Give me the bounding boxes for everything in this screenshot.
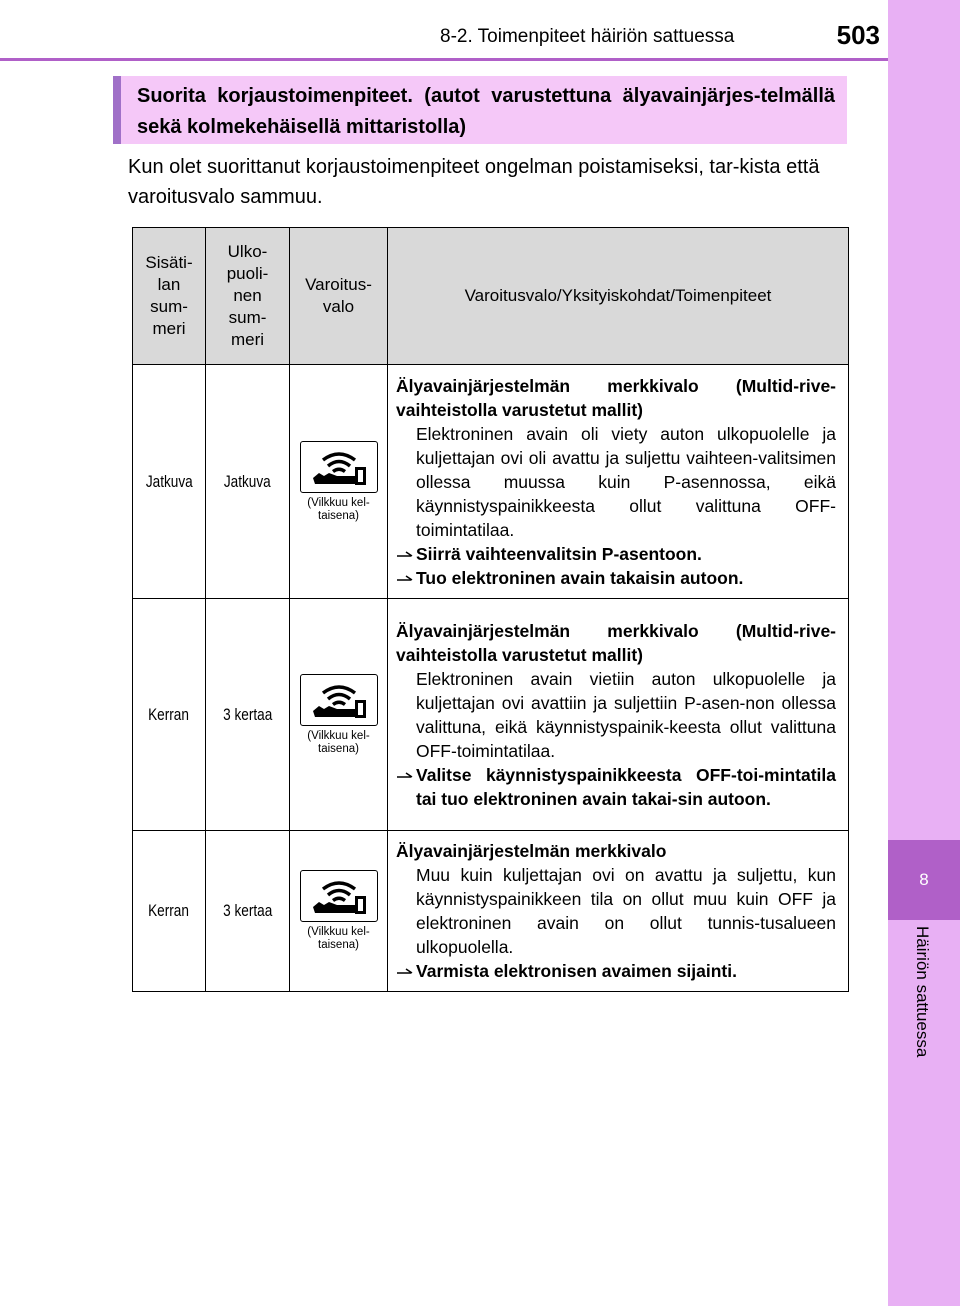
action-text: Varmista elektronisen avaimen sijainti. [416,961,737,981]
action-step [396,566,836,590]
details-cell [388,365,849,599]
smart-key-system-indicator-icon [300,441,378,493]
header-interior-buzzer: Sisäti- lan sum- meri [133,228,206,365]
warning-details: Elektroninen avain oli viety auton ulkopuolelle ja kuljettajan ovi oli avattu ja suljettu vaihteen-valitsimen ollessa muussa kuin P-asennossa, eikä käynnistyspainikkeesta ollut valittuna OFF-toimintatilaa. [416,423,836,540]
warning-light-table [132,227,849,992]
intro-paragraph: Kun olet suorittanut korjaustoimenpiteet ongelman poistamiseksi, tar-kista että varoitusvalo sammuu. [128,156,820,208]
warning-light-cell [290,365,388,599]
arrow-right-icon [396,763,416,811]
action-text: Siirrä vaihteenvalitsin P-asentoon. [416,543,702,564]
chapter-side-tab [888,0,960,1306]
chapter-number: 8 [919,870,929,889]
chapter-number-box [888,840,960,920]
header-exterior-buzzer: Ulko- puoli- nen sum- meri [206,228,290,365]
interior-buzzer-cell [133,365,206,599]
exterior-buzzer-value: 3 kertaa [222,704,273,724]
lamp-caption: (Vilkkuu kel-taisena) [307,926,370,951]
exterior-buzzer-cell [206,365,290,599]
table-row [133,599,849,831]
arrow-right-icon [396,959,416,983]
header-warning-light: Varoitus- valo [290,228,388,365]
warning-title: Älyavainjärjestelmän merkkivalo (Multid-rive-vaihteistolla varustetut mallit) [396,620,836,665]
details-cell [388,599,849,831]
action-text: Tuo elektroninen avain takaisin autoon. [416,567,744,588]
exterior-buzzer-cell [206,599,290,831]
action-step [396,959,836,983]
warning-details: Muu kuin kuljettajan ovi on avattu ja suljettu, kun käynnistyspainikkeen tila on ollut muu kuin OFF ja elektroninen avain on ollut tunnis-tusalueen ulkopuolella. [416,865,836,957]
page-number: 503 [836,20,880,50]
action-step [396,542,836,566]
interior-buzzer-value: Kerran [148,901,190,920]
interior-buzzer-value: Jatkuva [145,471,193,491]
table-row [133,365,849,599]
lamp-caption: (Vilkkuu kel-taisena) [307,729,370,755]
details-cell [388,831,849,992]
table-row [133,831,849,992]
exterior-buzzer-cell [206,831,290,992]
action-text: Valitse käynnistyspainikkeesta OFF-toi-mintatila tai tuo elektroninen avain takai-sin autoon. [416,764,836,809]
action-step [396,763,836,811]
exterior-buzzer-value: 3 kertaa [222,901,273,920]
exterior-buzzer-value: Jatkuva [224,471,271,491]
arrow-right-icon [396,542,416,566]
section-heading: Suorita korjaustoimenpiteet. (autot varustettuna älyavainjärjes-telmällä sekä kolmekehäisellä mittaristolla) [113,76,847,144]
interior-buzzer-cell [133,831,206,992]
warning-light-cell [290,599,388,831]
warning-title: Älyavainjärjestelmän merkkivalo [396,841,667,861]
arrow-right-icon [396,566,416,590]
smart-key-system-indicator-icon [300,674,378,726]
interior-buzzer-value: Kerran [148,704,190,724]
header-details: Varoitusvalo/Yksityiskohdat/Toimenpiteet [388,228,849,365]
chapter-title: Häiriön sattuessa [913,926,932,1058]
smart-key-system-indicator-icon [300,870,378,922]
running-header-section-title: 8-2. Toimenpiteet häiriön sattuessa [440,26,735,47]
warning-details: Elektroninen avain vietiin auton ulkopuolelle ja kuljettajan ovi avattiin ja suljettiin P-asen-non ollessa valittuna, eikä käynnistyspainik-keesta ollut valittuna OFF-toimintatilaa. [416,668,836,761]
interior-buzzer-cell [133,599,206,831]
lamp-caption: (Vilkkuu kel-taisena) [307,496,370,522]
header-divider [0,58,888,61]
warning-light-cell [290,831,388,992]
table-header-row [133,228,849,365]
warning-title: Älyavainjärjestelmän merkkivalo (Multid-rive-vaihteistolla varustetut mallit) [396,375,836,420]
